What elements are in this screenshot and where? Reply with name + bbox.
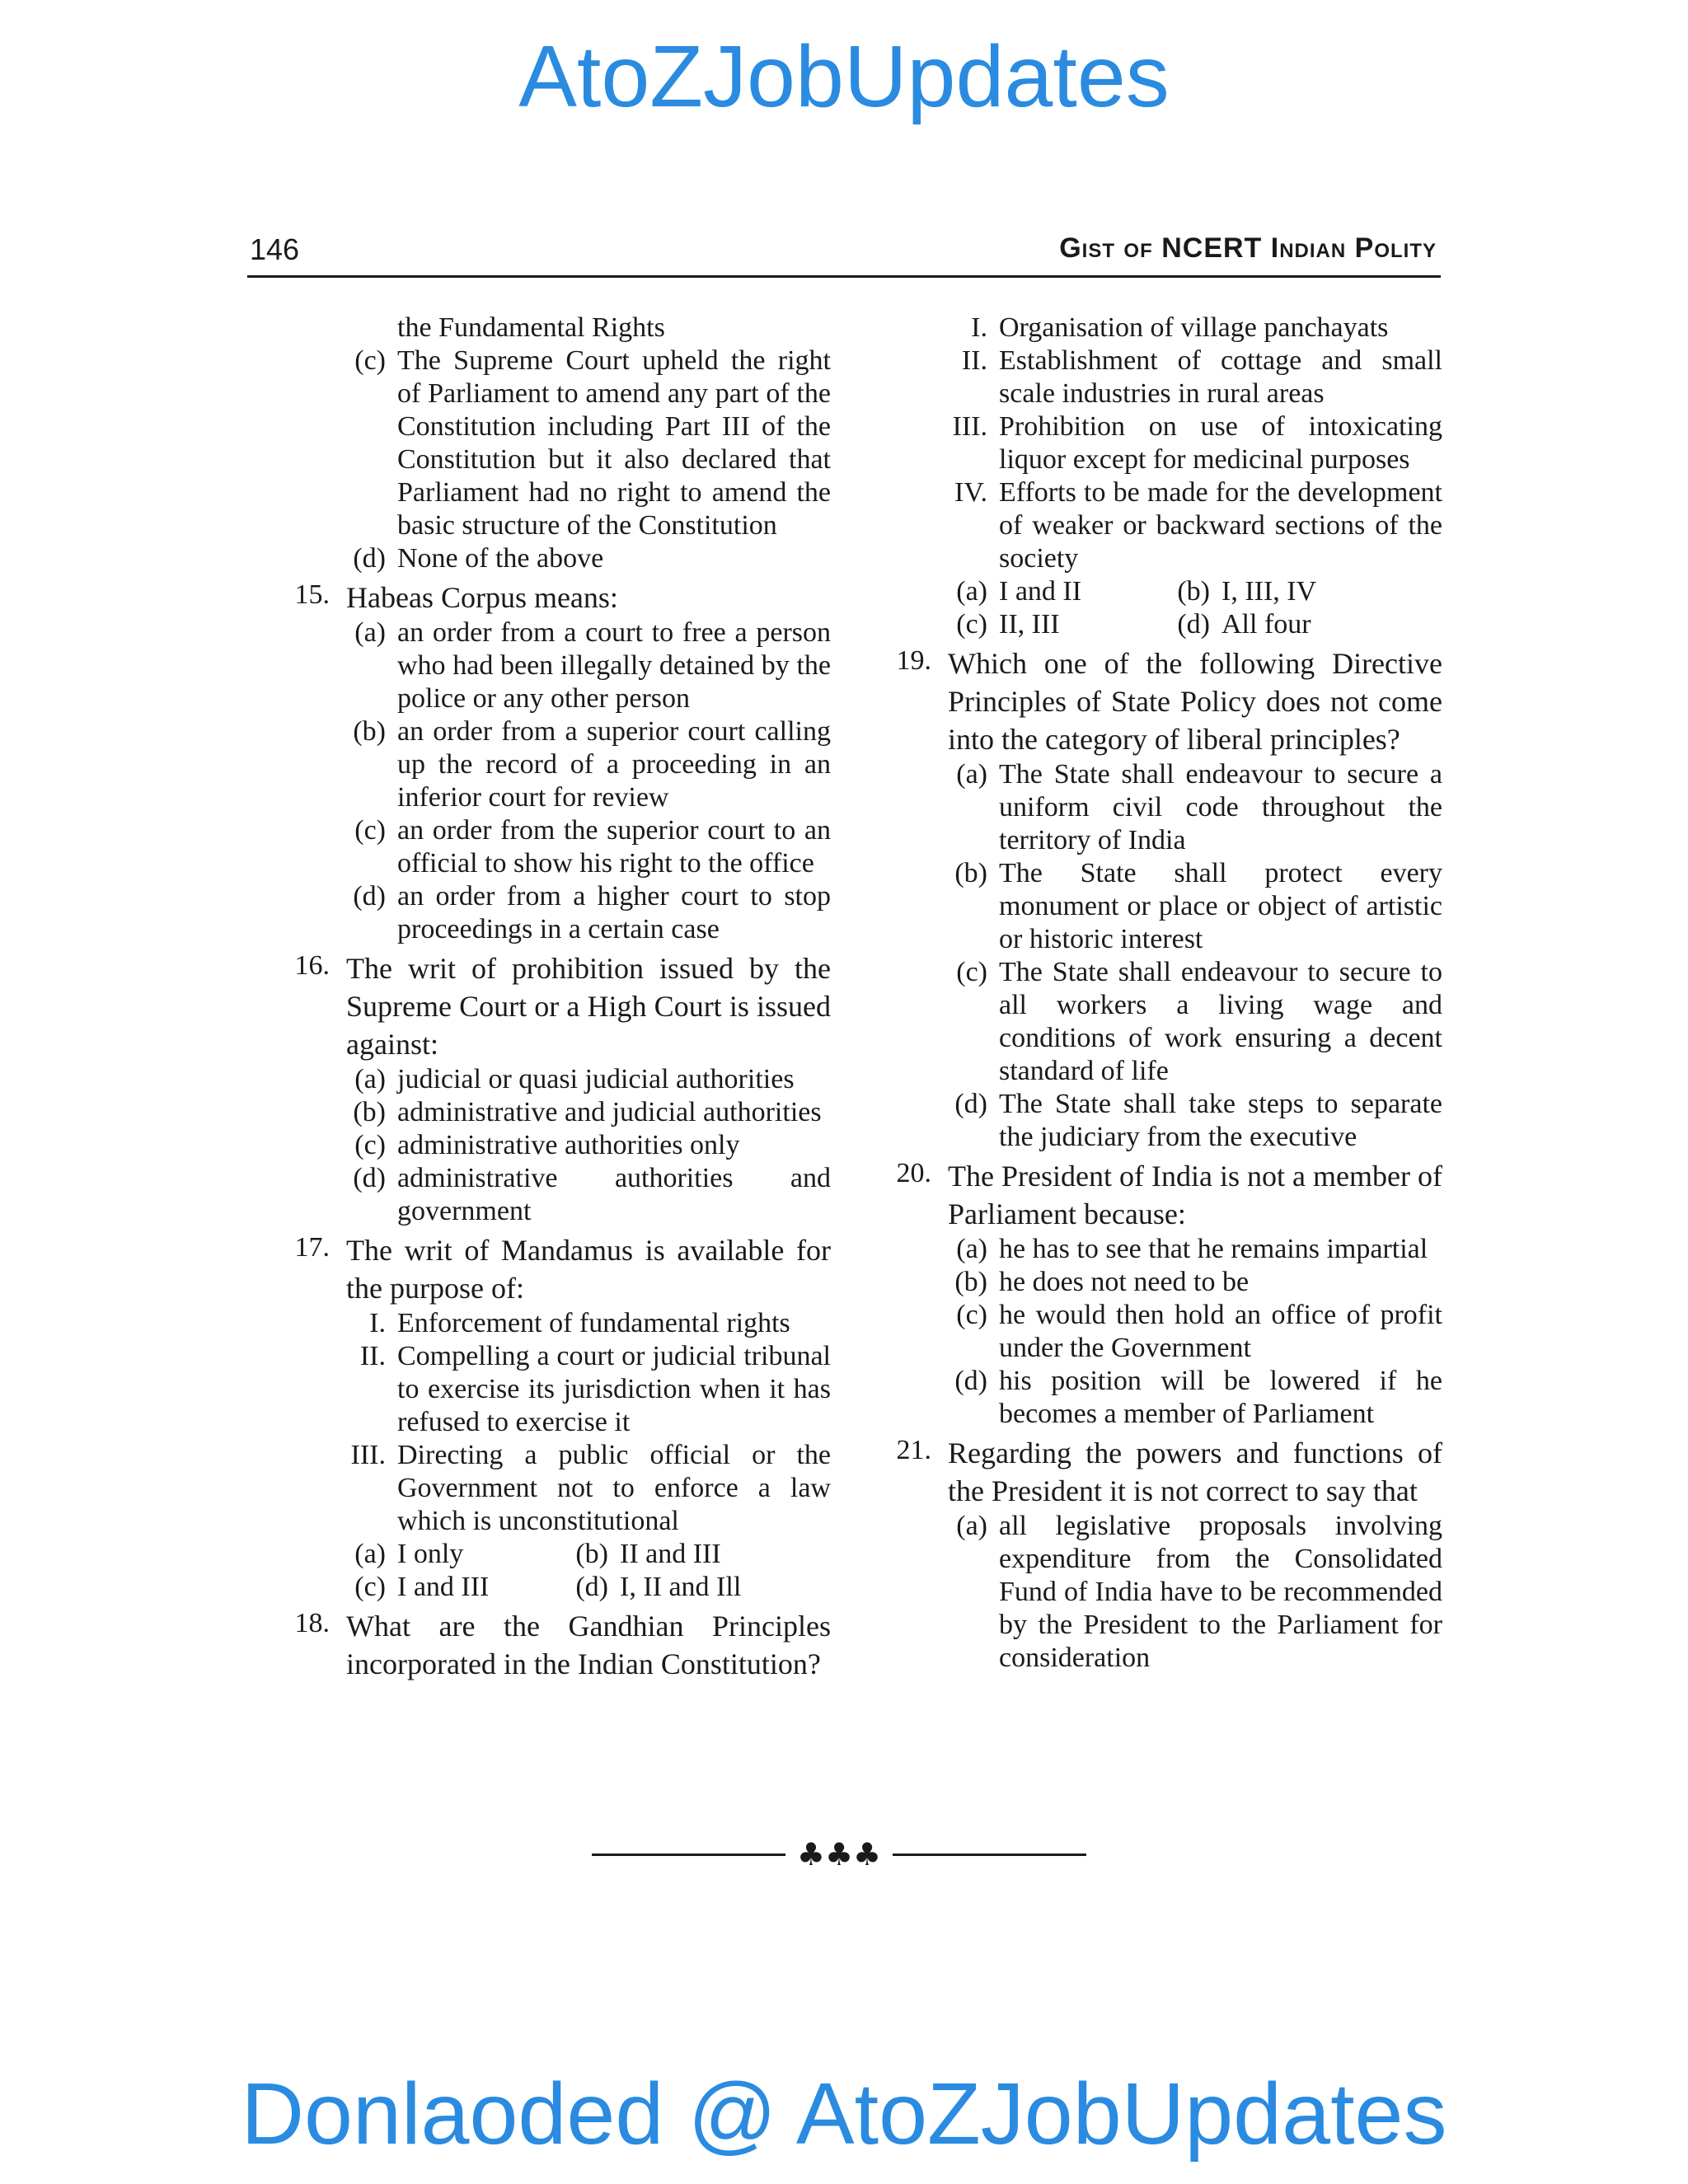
- question-text: The writ of prohibition issued by the Supreme Court or a High Court is issued against:: [346, 952, 831, 1061]
- choice-text: All four: [1221, 609, 1311, 640]
- watermark-top: AtoZJobUpdates: [518, 28, 1170, 125]
- option-label: (a): [354, 1064, 386, 1094]
- choice-label: (b): [575, 1539, 608, 1569]
- option-label: (c): [354, 1130, 386, 1160]
- choice-label: (a): [956, 576, 987, 607]
- option-text: an order from a superior court calling up the record of a proceeding in an inferior court for review: [397, 716, 831, 813]
- running-head: Gist of NCERT Indian Polity: [1059, 232, 1437, 264]
- statement-label: I.: [971, 312, 987, 343]
- choice-row: [948, 575, 1442, 608]
- option: [346, 880, 831, 946]
- choice-text: I, II and Ill: [620, 1572, 742, 1602]
- choice-row: [346, 1538, 831, 1571]
- question-text: The writ of Mandamus is available for the purpose of:: [346, 1234, 831, 1305]
- option-text: an order from the superior court to an official to show his right to the office: [397, 815, 831, 879]
- option: [346, 1096, 831, 1129]
- question-16: [280, 949, 831, 1063]
- clubs-icon: ♣♣♣: [796, 1836, 882, 1872]
- option-text: administrative and judicial authorities: [397, 1097, 822, 1127]
- left-column: [280, 312, 831, 1683]
- option: [346, 616, 831, 715]
- choice-row: [346, 1571, 831, 1604]
- question-20: [882, 1157, 1442, 1233]
- question-text: The President of India is not a member of Parliament because:: [948, 1160, 1442, 1230]
- question-number: 16.: [294, 950, 330, 981]
- watermark-bottom: Donlaoded @ AtoZJobUpdates: [241, 2065, 1447, 2163]
- choice-label: (d): [575, 1572, 608, 1602]
- statement: [346, 1439, 831, 1538]
- statement: [948, 344, 1442, 410]
- statement: [346, 1307, 831, 1340]
- choice-label: (b): [1177, 576, 1210, 607]
- option-label: (c): [354, 345, 386, 376]
- statement-text: Establishment of cottage and small scale industries in rural areas: [999, 345, 1442, 409]
- statement-label: II.: [359, 1341, 386, 1371]
- choice-label: (c): [956, 609, 987, 640]
- option-text: he does not need to be: [999, 1267, 1250, 1297]
- question-number: 15.: [294, 579, 330, 610]
- statement-text: Compelling a court or judicial tribunal to exercise its jurisdiction when it has refused to exercise it: [397, 1341, 831, 1437]
- option-label: (a): [956, 759, 987, 790]
- question-number: 19.: [896, 645, 931, 676]
- option-label: (d): [353, 543, 386, 574]
- statement: [346, 1340, 831, 1439]
- question-19: [882, 644, 1442, 758]
- option-text: an order from a court to free a person who had been illegally detained by the police or any other person: [397, 617, 831, 714]
- option: [346, 344, 831, 542]
- ornament-rule: [592, 1854, 785, 1856]
- question-text: Which one of the following Directive Principles of State Policy does not come into the category of liberal principles?: [948, 647, 1442, 756]
- statement-text: Enforcement of fundamental rights: [397, 1308, 790, 1338]
- header-rule: [247, 275, 1441, 278]
- option-text: administrative authorities and government: [397, 1163, 831, 1226]
- option-text: The State shall endeavour to secure to all workers a living wage and conditions of work ensuring a decent standard of life: [999, 957, 1442, 1086]
- right-column: [882, 312, 1442, 1675]
- option-text: The State shall take steps to separate the judiciary from the executive: [999, 1089, 1442, 1152]
- option: [948, 1365, 1442, 1431]
- option: [948, 1299, 1442, 1365]
- question-number: 20.: [896, 1158, 931, 1188]
- choice-text: I and II: [999, 576, 1082, 607]
- option-text: his position will be lowered if he becomes a member of Parliament: [999, 1366, 1442, 1429]
- option-text: The State shall protect every monument or place or object of artistic or historic interest: [999, 858, 1442, 954]
- option-label: (b): [954, 858, 987, 888]
- choice-text: II and III: [620, 1539, 721, 1569]
- choice-row: [948, 608, 1442, 641]
- option-text: he has to see that he remains impartial: [999, 1234, 1428, 1264]
- statement-text: Organisation of village panchayats: [999, 312, 1389, 343]
- option: [346, 1129, 831, 1162]
- option-text: an order from a higher court to stop proceedings in a certain case: [397, 881, 831, 944]
- option-continued: [346, 312, 831, 344]
- option: [948, 1266, 1442, 1299]
- question-text: Habeas Corpus means:: [346, 581, 618, 614]
- option-text: he would then hold an office of profit under the Government: [999, 1300, 1442, 1363]
- choice-text: I and III: [397, 1572, 490, 1602]
- option-text: administrative authorities only: [397, 1130, 740, 1160]
- question-18: [280, 1607, 831, 1683]
- option-label: (a): [354, 617, 386, 648]
- option-text: all legislative proposals involving expenditure from the Consolidated Fund of India have to be recommended by the President to the Parliament for consideration: [999, 1511, 1442, 1673]
- option: [948, 1233, 1442, 1266]
- option: [948, 1510, 1442, 1675]
- statement-text: Efforts to be made for the development of weaker or backward sections of the society: [999, 477, 1442, 574]
- statement-text: Directing a public official or the Government not to enforce a law which is unconstitutional: [397, 1440, 831, 1536]
- option: [346, 814, 831, 880]
- option: [346, 542, 831, 575]
- ornament-rule: [893, 1854, 1086, 1856]
- option-text: The Supreme Court upheld the right of Parliament to amend any part of the Constitution including Part III of the Constitution but it also declared that Parliament had no right to amend the basic structure of the Constitution: [397, 345, 831, 541]
- option: [948, 857, 1442, 956]
- option-label: (d): [954, 1089, 987, 1119]
- question-21: [882, 1434, 1442, 1510]
- option-label: (b): [353, 716, 386, 747]
- choice-label: (a): [354, 1539, 386, 1569]
- choice-label: (d): [1177, 609, 1210, 640]
- statement-label: III.: [350, 1440, 386, 1470]
- choice-text: II, III: [999, 609, 1060, 640]
- option-label: (a): [956, 1234, 987, 1264]
- choice-text: I only: [397, 1539, 464, 1569]
- option-label: (c): [354, 815, 386, 846]
- question-15: [280, 579, 831, 616]
- page-number: 146: [250, 232, 300, 266]
- statement-text: Prohibition on use of intoxicating liquor except for medicinal purposes: [999, 411, 1442, 475]
- question-text: Regarding the powers and functions of the President it is not correct to say that: [948, 1436, 1442, 1507]
- statement-label: IV.: [954, 477, 987, 508]
- question-number: 17.: [294, 1232, 330, 1263]
- option: [346, 1162, 831, 1228]
- option-text: The State shall endeavour to secure a uniform civil code throughout the territory of India: [999, 759, 1442, 855]
- option-text: judicial or quasi judicial authorities: [397, 1064, 795, 1094]
- statement-label: I.: [369, 1308, 386, 1338]
- statement: [948, 410, 1442, 476]
- choice-text: I, III, IV: [1221, 576, 1317, 607]
- question-number: 21.: [896, 1435, 931, 1465]
- question-number: 18.: [294, 1608, 330, 1638]
- statement-label: III.: [952, 411, 987, 442]
- option-label: (d): [353, 1163, 386, 1193]
- option-label: (c): [956, 1300, 987, 1330]
- statement: [948, 476, 1442, 575]
- option: [948, 758, 1442, 857]
- option: [948, 956, 1442, 1088]
- option-text: the Fundamental Rights: [397, 312, 665, 343]
- option-label: (c): [956, 957, 987, 987]
- option-label: (b): [353, 1097, 386, 1127]
- option: [346, 715, 831, 814]
- statement-label: II.: [961, 345, 987, 376]
- option-label: (d): [353, 881, 386, 912]
- option: [346, 1063, 831, 1096]
- option-label: (a): [956, 1511, 987, 1541]
- choice-label: (c): [354, 1572, 386, 1602]
- option-label: (d): [954, 1366, 987, 1396]
- question-text: What are the Gandhian Principles incorporated in the Indian Constitution?: [346, 1610, 831, 1680]
- option-text: None of the above: [397, 543, 604, 574]
- option: [948, 1088, 1442, 1154]
- question-17: [280, 1231, 831, 1307]
- option-label: (b): [954, 1267, 987, 1297]
- statement: [948, 312, 1442, 344]
- section-end-ornament: [592, 1838, 1086, 1871]
